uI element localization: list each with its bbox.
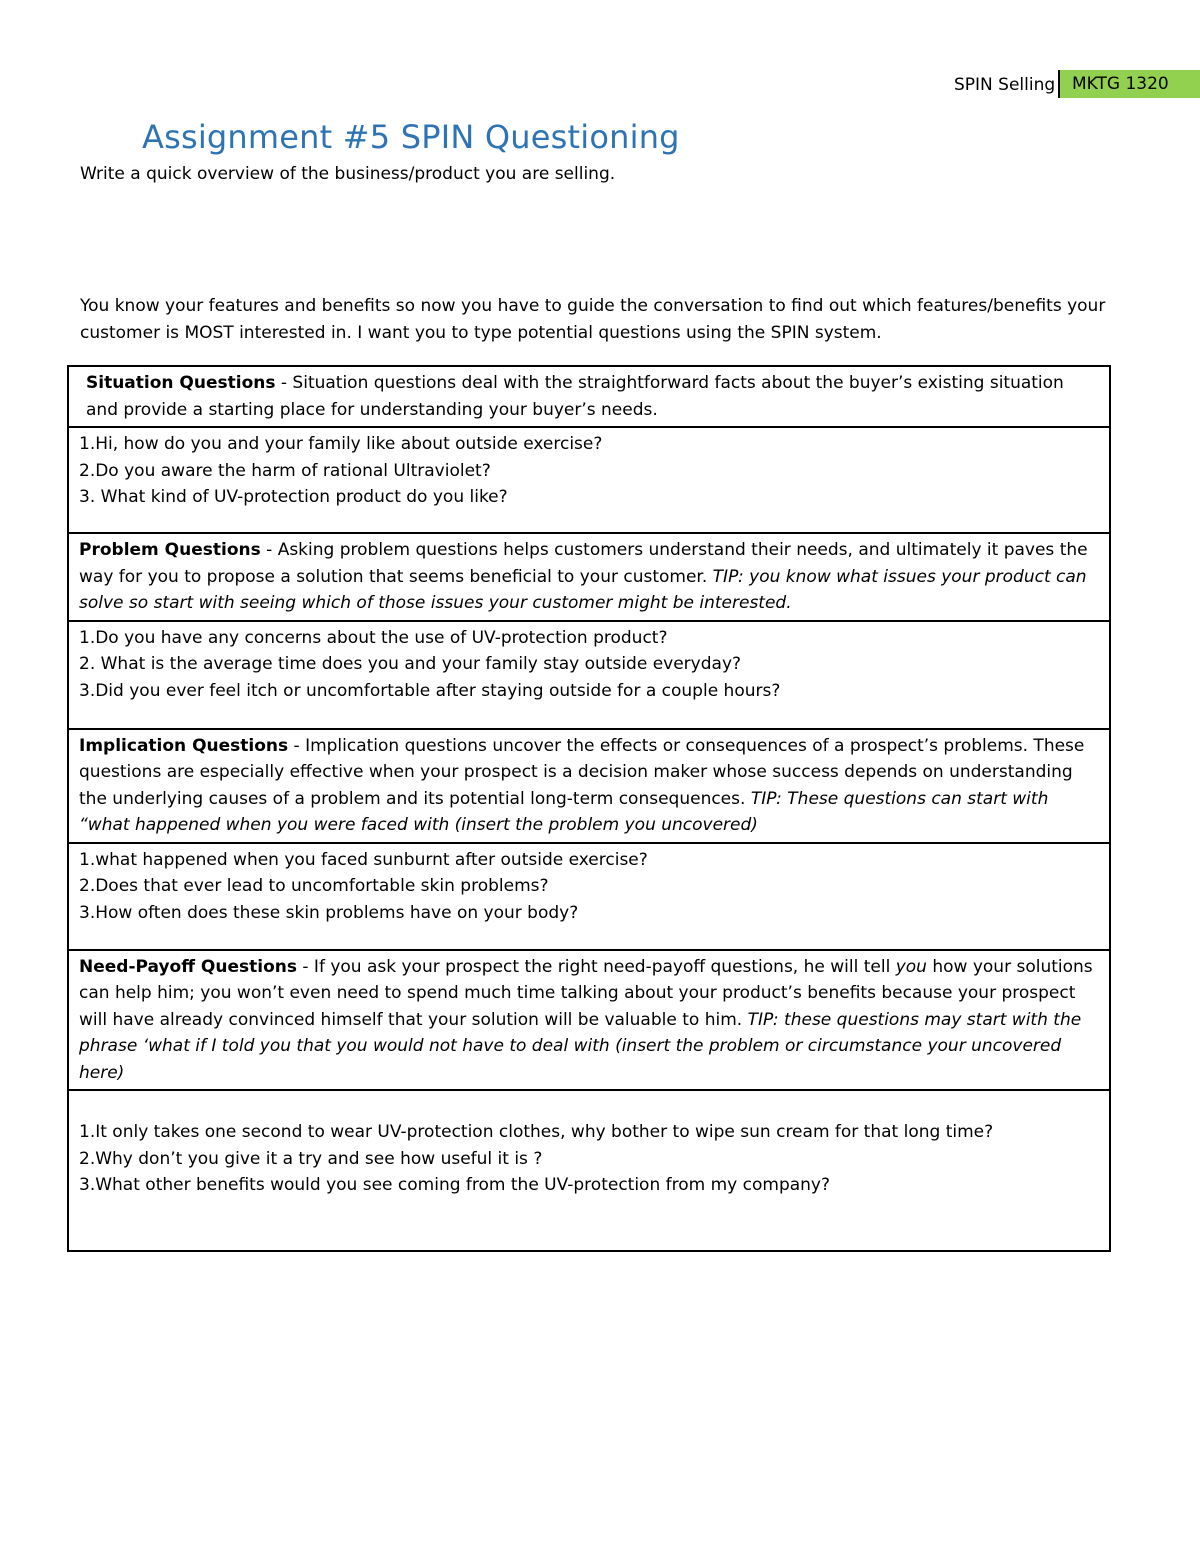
problem-answer-1: 1.Do you have any concerns about the use of UV-protection product? (79, 627, 668, 648)
intro-paragraph: You know your features and benefits so now you have to guide the conversation to find out which features/benefits your customer is MOST interested in. I want you to type potential questions using the SPIN system. (80, 296, 1106, 343)
need-payoff-description-b: how your solutions can help him; you won’t even need to spend much time talking about your product’s benefits because your prospect will have already convinced himself that your solution will be valuable to him. (79, 956, 1093, 1030)
implication-heading: Implication Questions (79, 735, 289, 756)
situation-answer-2: 2.Do you aware the harm of rational Ultraviolet? (79, 460, 491, 481)
implication-answer-1: 1.what happened when you faced sunburnt after outside exercise? (79, 849, 648, 870)
need-payoff-heading-cell (68, 950, 1110, 1091)
page-title: Assignment #5 SPIN Questioning (142, 118, 680, 156)
problem-heading: Problem Questions (79, 540, 261, 560)
implication-heading-cell (68, 729, 1110, 843)
page-header (800, 70, 1200, 100)
situation-description: - Situation questions deal with the straightforward facts about the buyer’s existing situation and provide a starting place for understanding your buyer’s needs. (86, 373, 1064, 420)
header-course-label: SPIN Selling (954, 75, 1056, 95)
need-payoff-answer-2: 2.Why don’t you give it a try and see how useful it is ? (79, 1148, 543, 1169)
header-course-code: MKTG 1320 (1058, 70, 1200, 98)
implication-description: - Implication questions uncover the effects or consequences of a prospect’s problems. These questions are especially effective when your prospect is a decision maker whose success depends on understanding the underlying causes of a problem and its potential long-term consequences. (79, 735, 1085, 809)
situation-answer-3: 3. What kind of UV-protection product do you like? (79, 487, 508, 507)
situation-answers-cell[interactable] (68, 427, 1110, 533)
problem-tip: TIP: you know what issues your product can solve so start with seeing which of those issues your customer might be interested. (79, 566, 1087, 613)
overview-prompt: Write a quick overview of the business/product you are selling. (80, 164, 616, 184)
need-payoff-answer-3: 3.What other benefits would you see coming from the UV-protection from my company? (79, 1175, 831, 1195)
need-payoff-tip: TIP: these questions may start with the phrase ‘what if I told you that you would not have to deal with (insert the problem or circumstance your uncovered here) (79, 1009, 1082, 1083)
problem-description: - Asking problem questions helps customers understand their needs, and ultimately it paves the way for you to propose a solution that seems beneficial to your customer. (79, 540, 1088, 587)
situation-heading-cell (68, 366, 1110, 427)
need-payoff-answer-1: 1.It only takes one second to wear UV-protection clothes, why bother to wipe sun cream for that long time? (79, 1122, 994, 1142)
problem-answer-3: 3.Did you ever feel itch or uncomfortable after staying outside for a couple hours? (79, 680, 781, 701)
problem-heading-cell (68, 533, 1110, 621)
situation-heading: Situation Questions (86, 373, 276, 393)
implication-tip: TIP: These questions can start with “what happened when you were faced with (insert the problem you uncovered) (79, 788, 1049, 835)
need-payoff-answers-cell[interactable] (68, 1090, 1110, 1251)
situation-answer-1: 1.Hi, how do you and your family like about outside exercise? (79, 434, 603, 454)
problem-answer-2: 2. What is the average time does you and your family stay outside everyday? (79, 654, 742, 674)
need-payoff-description-em: you (895, 956, 927, 977)
implication-answer-3: 3.How often does these skin problems have on your body? (79, 902, 579, 923)
need-payoff-description-a: - If you ask your prospect the right need-payoff questions, he will tell (296, 956, 896, 977)
implication-answer-2: 2.Does that ever lead to uncomfortable skin problems? (79, 876, 549, 896)
need-payoff-heading: Need-Payoff Questions (79, 956, 297, 977)
spin-questions-table (67, 365, 1111, 1252)
problem-answers-cell[interactable] (68, 621, 1110, 729)
implication-answers-cell[interactable] (68, 843, 1110, 950)
